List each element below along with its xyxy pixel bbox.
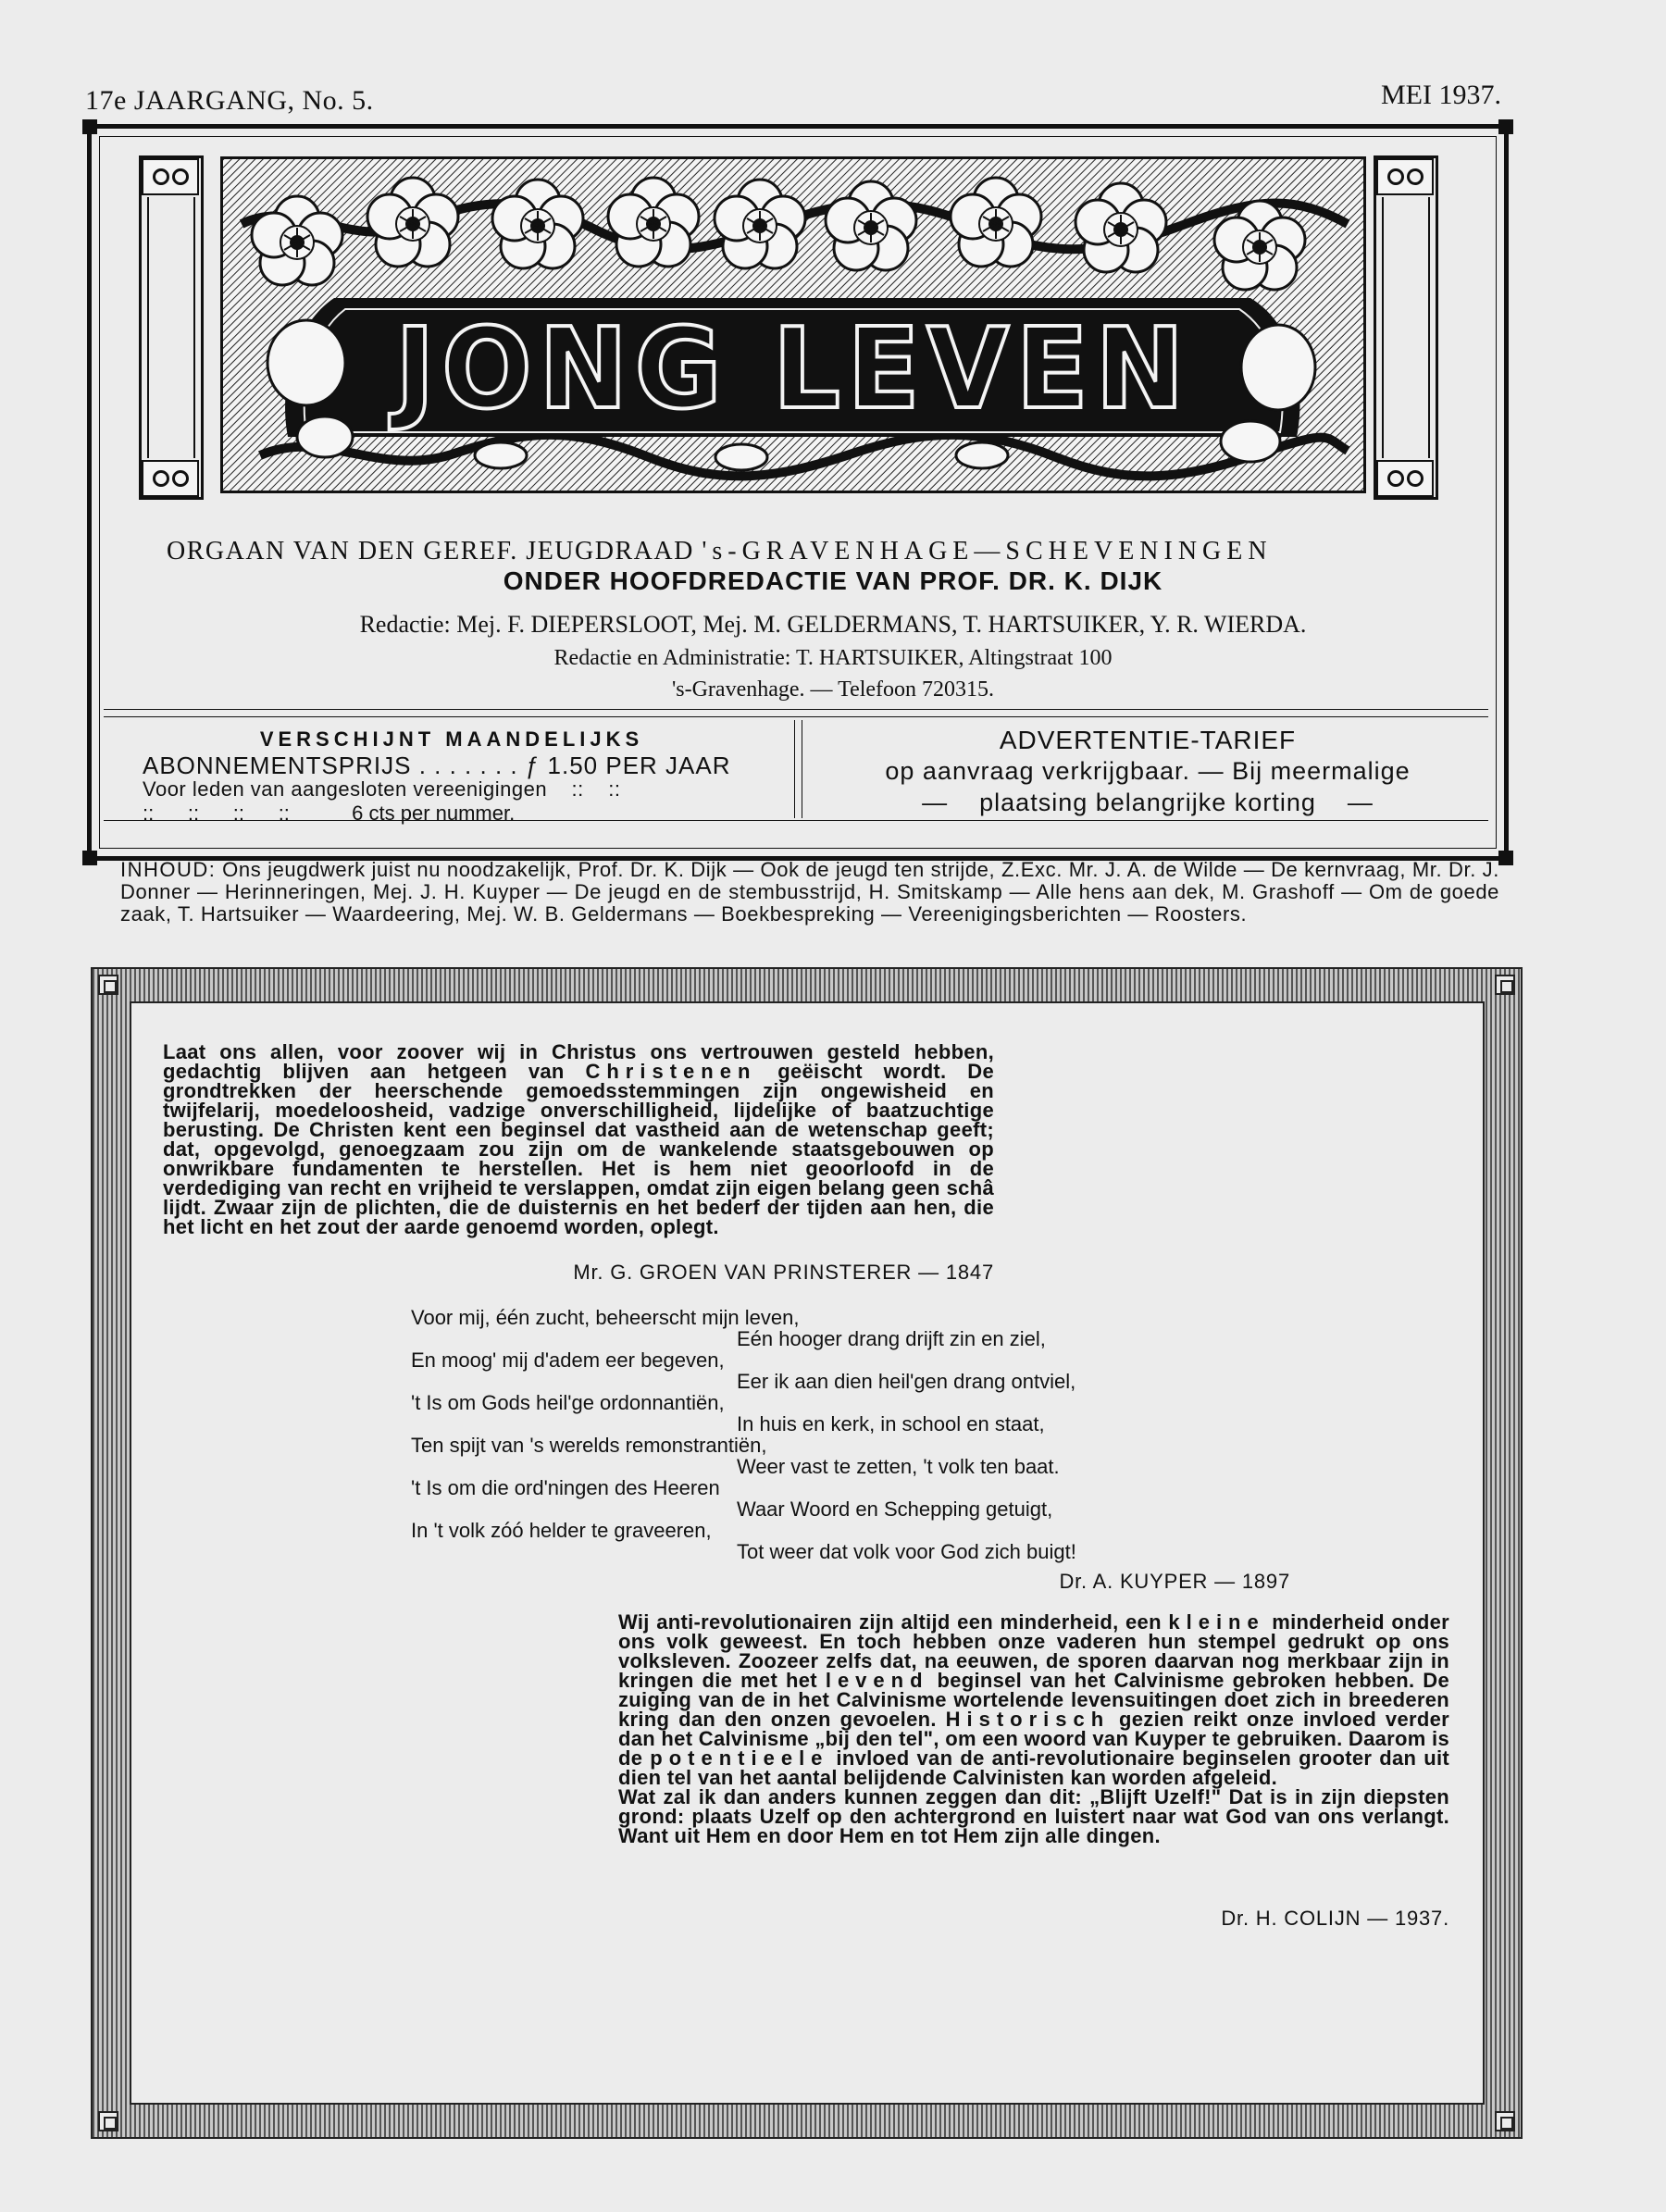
masthead-banner: [220, 156, 1366, 493]
spiral-ornament-icon: [1376, 158, 1434, 195]
masthead-title: JONG LEVEN: [389, 305, 1192, 434]
poem-line: Ten spijt van 's werelds remonstrantiën,: [411, 1434, 767, 1457]
divider: [104, 716, 1488, 717]
ornament-column-left: [139, 155, 204, 500]
abonnement-price: ABONNEMENTSPRIJS . . . . . . . ƒ 1.50 PER JAAR: [143, 752, 731, 779]
orgaan-text: ORGAAN VAN DEN GEREF. JEUGDRAAD: [167, 537, 694, 565]
quote-text: beginsel van het Calvinisme gebroken hebben. De zuiging van de in het Calvinisme wortelende levensuitingen doet zich in breederen kring dan den onzen gevoelen.: [618, 1669, 1450, 1731]
poem-line: Tot weer dat volk voor God zich buigt!: [737, 1540, 1076, 1563]
table-of-contents: [120, 859, 1499, 926]
quote-emphasis: potentieele: [650, 1746, 829, 1770]
quote-text: invloed van de anti-revolutionaire beginselen grooter dan uit dien tel van het aantal belijdende Calvinisten kan worden afgeleid.: [618, 1746, 1449, 1789]
poem-line: Eén hooger drang drijft zin en ziel,: [737, 1327, 1046, 1350]
ornament-column-right: [1374, 155, 1438, 500]
single-issue-price: :: :: :: :: 6 cts per nummer.: [143, 802, 516, 825]
advertentie-heading: ADVERTENTIE-TARIEF: [999, 726, 1297, 754]
quote-author: Mr. G. GROEN VAN PRINSTERER — 1847: [573, 1261, 994, 1284]
spiral-ornament-icon: [142, 460, 199, 497]
poem-author: Dr. A. KUYPER — 1897: [1059, 1570, 1290, 1593]
spiral-ornament-icon: [142, 158, 199, 195]
issue-date: MEI 1937.: [1381, 80, 1501, 110]
column-divider: [794, 720, 795, 818]
orgaan-line: [167, 537, 1444, 566]
quote-text: Wij anti-revolutionairen zijn altijd een minderheid, een: [618, 1610, 1162, 1634]
quote-author: Dr. H. COLIJN — 1937.: [1221, 1907, 1449, 1930]
poem-line: Waar Woord en Schepping getuigt,: [737, 1497, 1053, 1521]
poem-line: 't Is om Gods heil'ge ordonnantiën,: [411, 1391, 725, 1414]
poem-line: Eer ik aan dien heil'gen drang ontviel,: [737, 1370, 1076, 1393]
poem-line: 't Is om die ord'ningen des Heeren: [411, 1476, 720, 1499]
inhoud-text: Ons jeugdwerk juist nu noodzakelijk, Prof. Dr. K. Dijk — Ook de jeugd ten strijde, Z.Exc. Mr. J. A. de Wilde — De kernvraag, Mr. Dr. J. Donner — Herinneringen, Mej. J. H. Kuyper — De jeugd en de stembusstrijd, H. Smitskamp — Alle hens aan dek, M. Grashoff — Om de goede zaak, T. Hartsuiker — Waardeering, Mej. W. B. Geldermans — Boekbespreking — Vereenigingsberichten — Roosters.: [120, 858, 1499, 926]
quote-emphasis: Historisch: [945, 1708, 1111, 1731]
inhoud-label: INHOUD:: [120, 858, 217, 881]
quote-text: Wat zal ik dan anders kunnen zeggen dan dit: „Blijft Uzelf!" Dat is in zijn diepsten grond: plaats Uzelf op den achtergrond en luistert naar wat God van ons verlangt. Want uit Hem en door Hem en tot Hem zijn alle dingen.: [618, 1785, 1449, 1847]
quote-colijn: [618, 1612, 1449, 1845]
spiral-ornament-icon: [1376, 460, 1434, 497]
issue-number: 17e JAARGANG, No. 5.: [85, 85, 374, 116]
administratie-line: Redactie en Administratie: T. HARTSUIKER, Altingstraat 100: [553, 646, 1113, 670]
poem-line: Voor mij, één zucht, beheerscht mijn leven,: [411, 1306, 800, 1329]
redactie-line: Redactie: Mej. F. DIEPERSLOOT, Mej. M. GELDERMANS, T. HARTSUIKER, Y. R. WIERDA.: [359, 611, 1307, 638]
quote-emphasis: kleine: [1168, 1610, 1265, 1634]
hoofdredactie-line: ONDER HOOFDREDACTIE VAN PROF. DR. K. DIJK: [503, 566, 1163, 595]
members-price: Voor leden van aangesloten vereenigingen :: ::: [143, 777, 621, 801]
poem-kuyper: [411, 1307, 1179, 1562]
quote-text: minderheid onder ons volk geweest. En toch hebben onze vaderen hun stempel gedrukt op ons volksleven. Zoozeer zelfs dat, na eeuwen, de sporen daarvan nog merkbaar zijn in kringen die met het: [618, 1610, 1449, 1692]
quote-text: geëischt wordt. De grondtrekken der heerschende gemoedsstemmingen zijn ongewisheid en twijfelarij, moedeloosheid, vadzige onverschilligheid, lijdelijke of baatzuchtige berusting. De Christen kent een beginsel dat vastheid aan de wetenschap geeft; dat, opgevolgd, genoegzaam zou zijn om de wankelende staatsgebouwen op onwrikbare fundamenten te herstellen. Het is hem niet geoorloofd in de verdediging van recht en vrijheid te verslappen, omdat zijn eigen belang geen schâ lijdt. Zwaar zijn de plichten, die de duisternis en het bederf der tijden aan hen, die het licht en het zout der aarde genoemd worden, oplegt.: [163, 1060, 994, 1238]
divider: [104, 709, 1488, 710]
poem-line: Weer vast te zetten, 't volk ten baat.: [737, 1455, 1060, 1478]
poem-line: In 't volk zóó helder te graveeren,: [411, 1519, 712, 1542]
advertentie-line: — plaatsing belangrijke korting —: [922, 789, 1374, 816]
quote-emphasis: levend: [825, 1669, 929, 1692]
orgaan-place: 's-GRAVENHAGE—SCHEVENINGEN: [702, 537, 1273, 565]
quote-groen: [163, 1042, 994, 1236]
advertentie-line: op aanvraag verkrijgbaar. — Bij meermalige: [885, 757, 1411, 785]
quote-text: gezien reikt onze invloed verder dan het Calvinisme „bij den tel", om een woord van Kuyper te gebruiken. Daarom is de: [618, 1708, 1449, 1770]
floral-ornament: [223, 159, 1363, 491]
poem-line: In huis en kerk, in school en staat,: [737, 1412, 1045, 1435]
poem-line: En moog' mij d'adem eer begeven,: [411, 1348, 725, 1372]
quote-text: Laat ons allen, voor zoover wij in Christus ons vertrouwen gesteld hebben, gedachtig blijven aan hetgeen van: [163, 1040, 994, 1083]
verschijnt-heading: VERSCHIJNT MAANDELIJKS: [259, 727, 644, 751]
address-line: 's-Gravenhage. — Telefoon 720315.: [671, 677, 995, 702]
quote-emphasis: Christenen: [585, 1060, 757, 1083]
